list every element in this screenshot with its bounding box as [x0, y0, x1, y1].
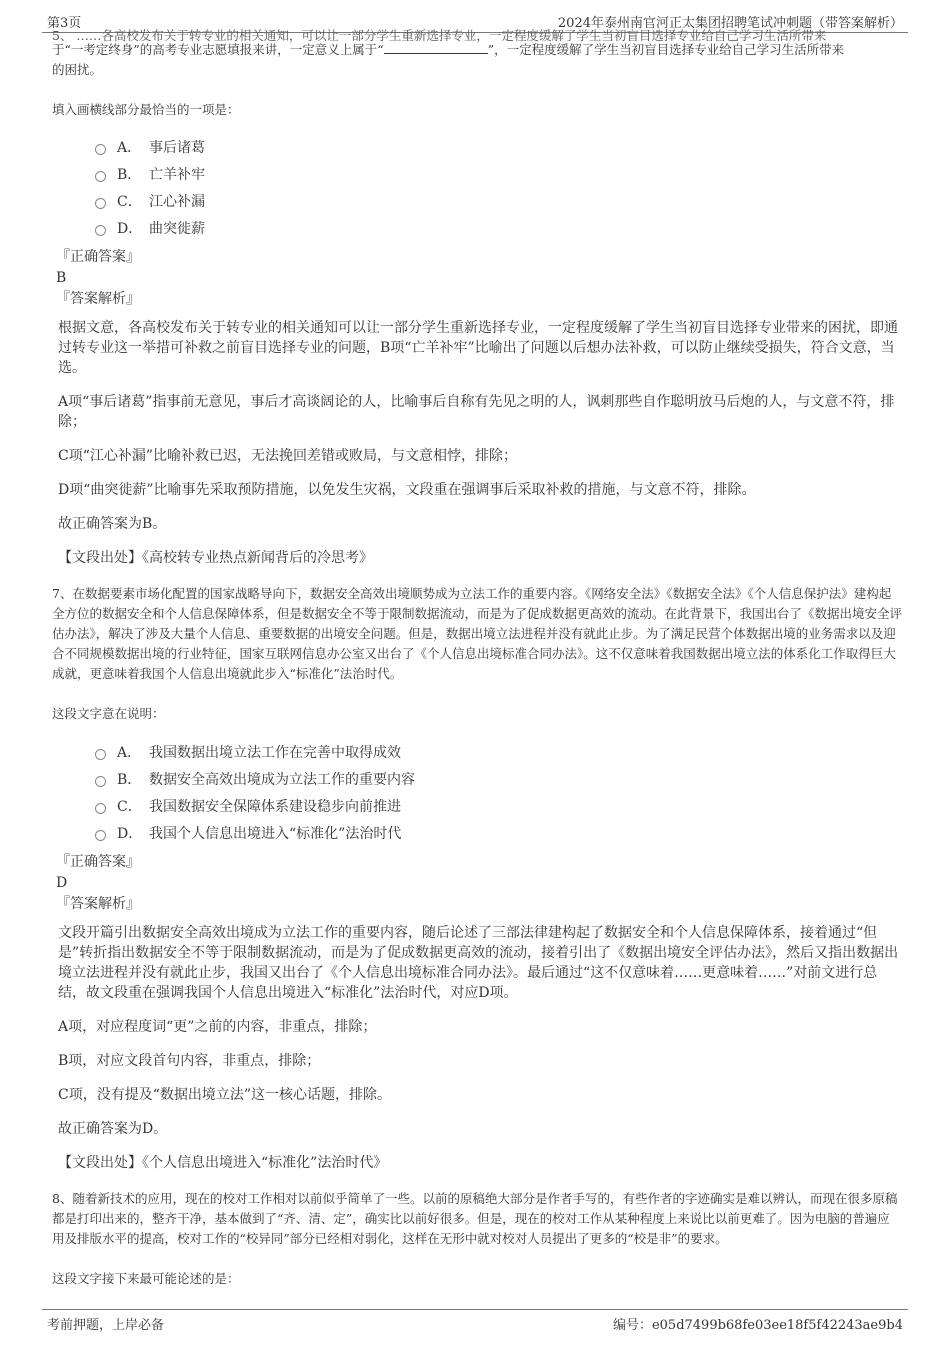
question-7	[52, 584, 902, 1173]
question-8-text: 8、随着新技术的应用，现在的校对工作相对以前似乎简单了一些。以前的原稿绝大部分是作者手写的，有些作者的字迹确实是难以辨认，而现在很多原稿都是打印出来的，整齐干净，基本做到了“齐、清、定”，确实比以前好很多。但是，现在的校对工作从某种程度上来说比以前更难了。因为电脑的普遍应用及排版水平的提高，校对工作的“校异同”部分已经相对弱化，这样在无形中就对校对人员提出了更多的“校是非”的要求。	[52, 1191, 898, 1246]
radio-icon[interactable]	[95, 198, 106, 209]
option-a[interactable]: A． 事后诸葛	[52, 135, 902, 162]
question-7-prompt: 这段文字意在说明：	[52, 706, 165, 721]
document-title: 2024年泰州南官河正太集团招聘笔试冲刺题（带答案解析）	[557, 16, 903, 31]
analysis-paragraph: D项“曲突徙薪”比喻事先采取预防措施，以免发生灾祸，文段重在强调事后采取补救的措施，与文意不符，排除。	[58, 482, 756, 498]
analysis-paragraph: 根据文意，各高校发布关于转专业的相关通知可以让一部分学生重新选择专业，一定程度缓解了学生当初盲目选择专业带来的困扰，即通过转专业这一举措可补救之前盲目选择专业的问题，B项“亡羊补牢”比喻出了问题以后想办法补救，可以防止继续受损失，符合文意，当选。	[58, 320, 898, 376]
option-b[interactable]: B． 亡羊补牢	[52, 162, 902, 189]
analysis-paragraph: B项，对应文段首句内容，非重点，排除；	[58, 1053, 321, 1069]
question-6-options	[52, 135, 902, 243]
option-a[interactable]: A． 我国数据出境立法工作在完善中取得成效	[52, 740, 902, 767]
answer-label: 『正确答案』	[56, 249, 140, 265]
page-content	[52, 28, 903, 1296]
radio-icon[interactable]	[95, 225, 106, 236]
radio-icon[interactable]	[95, 749, 106, 760]
document-code: 编号：e05d7499b68fe03ee18f5f42243ae9b4	[612, 1318, 903, 1333]
analysis-label: 『答案解析』	[56, 896, 140, 912]
radio-icon[interactable]	[95, 171, 106, 182]
footer-rule	[42, 1309, 908, 1310]
option-d[interactable]: D． 曲突徙薪	[52, 216, 902, 243]
analysis-paragraph: 故正确答案为D。	[58, 1121, 168, 1137]
answer-value: B	[56, 270, 67, 286]
analysis-paragraph: A项，对应程度词“更”之前的内容，非重点，排除；	[58, 1019, 377, 1035]
footer-slogan: 考前押题，上岸必备	[47, 1318, 165, 1333]
page-number: 第3页	[47, 16, 82, 31]
question-6-partial-line: 5、 ……各高校发布关于转专业的相关通知，可以让一部分学生重新选择专业，一定程度缓解了学生当初盲目选择专业给自己学习生活所带来	[52, 28, 827, 43]
option-d[interactable]: D． 我国个人信息出境进入“标准化”法治时代	[52, 821, 902, 848]
question-7-options	[52, 740, 902, 848]
question-6-line-3: 的困扰。	[52, 62, 103, 77]
page-footer	[0, 1300, 950, 1340]
analysis-body	[52, 923, 902, 1139]
analysis-paragraph: 文段开篇引出数据安全高效出境成为立法工作的重要内容，随后论述了三部法律建构起了数据安全和个人信息保障体系，接着通过“但是”转折指出数据安全不等于限制数据流动，而是为了促成数据更高效的流动，接着引出了《数据出境安全评估办法》，然后又指出数据出境立法进程并没有就此止步，我国又出台了《个人信息出境标准合同办法》。最后通过“这不仅意味着……更意味着……”对前文进行总结，故文段重在强调我国个人信息出境进入“标准化”法治时代，对应D项。	[58, 925, 899, 1001]
answer-label: 『正确答案』	[56, 854, 140, 870]
question-6	[52, 26, 902, 568]
option-c[interactable]: C． 江心补漏	[52, 189, 902, 216]
question-8-prompt: 这段文字接下来最可能论述的是：	[52, 1271, 240, 1286]
answer-value: D	[56, 875, 68, 891]
passage-source: 【文段出处】《个人信息出境进入“标准化”法治时代》	[58, 1155, 388, 1171]
fill-in-blank	[384, 43, 488, 54]
analysis-paragraph: 故正确答案为B。	[58, 516, 167, 532]
question-6-line-2: 于“一考定终身”的高考专业志愿填报来讲，一定意义上属于“ ”，一定程度缓解了学生当初盲目选择专业给自己学习生活所带来	[52, 42, 845, 57]
radio-icon[interactable]	[95, 803, 106, 814]
analysis-paragraph: A项“事后诸葛”指事前无意见，事后才高谈阔论的人，比喻事后自称有先见之明的人，讽刺那些自作聪明放马后炮的人，与文意不符，排除；	[58, 394, 895, 430]
question-6-prompt: 填入画横线部分最恰当的一项是：	[52, 102, 240, 117]
analysis-paragraph: C项“江心补漏”比喻补救已迟，无法挽回差错或败局，与文意相悖，排除；	[58, 448, 518, 464]
analysis-body	[52, 318, 902, 534]
analysis-paragraph: C项，没有提及“数据出境立法”这一核心话题，排除。	[58, 1087, 392, 1103]
question-8	[52, 1189, 902, 1289]
radio-icon[interactable]	[95, 776, 106, 787]
passage-source: 【文段出处】《高校转专业热点新闻背后的冷思考》	[58, 550, 373, 566]
option-b[interactable]: B． 数据安全高效出境成为立法工作的重要内容	[52, 767, 902, 794]
option-c[interactable]: C． 我国数据安全保障体系建设稳步向前推进	[52, 794, 902, 821]
radio-icon[interactable]	[95, 144, 106, 155]
radio-icon[interactable]	[95, 830, 106, 841]
question-7-text: 7、在数据要素市场化配置的国家战略导向下，数据安全高效出境顺势成为立法工作的重要内容。《网络安全法》《数据安全法》《个人信息保护法》建构起全方位的数据安全和个人信息保障体系，但是数据安全不等于限制数据流动，而是为了促成数据更高效的流动。在此背景下，我国出台了《数据出境安全评估办法》，解决了涉及大量个人信息、重要数据的出境安全问题。但是，数据出境立法进程并没有就此止步。为了满足民营个体数据出境的业务需求以及迎合不同规模数据出境的行业特征，国家互联网信息办公室又出台了《个人信息出境标准合同办法》。这不仅意味着我国数据出境立法的体系化工作取得巨大成就，更意味着我国个人信息出境就此步入“标准化”法治时代。	[52, 586, 903, 681]
analysis-label: 『答案解析』	[56, 291, 140, 307]
